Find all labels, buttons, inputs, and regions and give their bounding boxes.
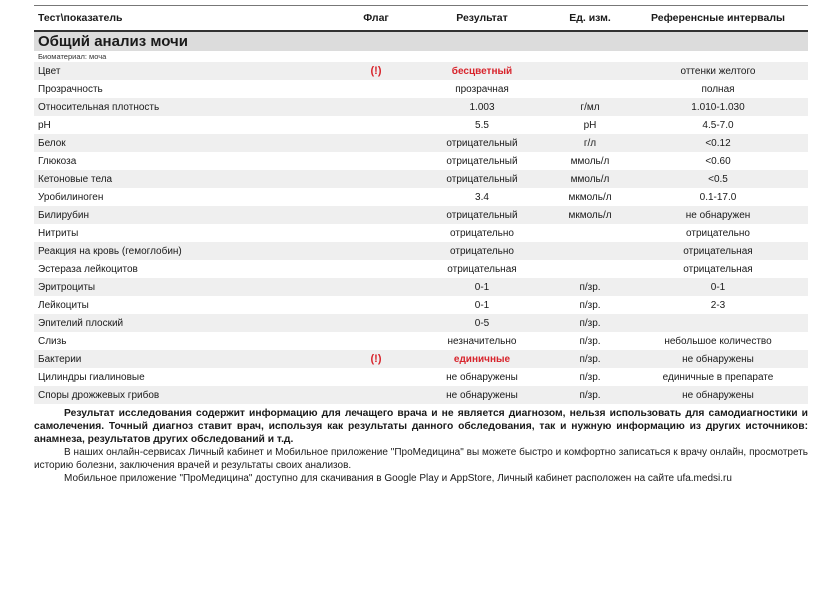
result-cell: отрицательно bbox=[450, 227, 514, 239]
flag-cell bbox=[340, 278, 412, 296]
header-unit: Ед. изм. bbox=[552, 6, 628, 31]
result-cell: отрицательный bbox=[412, 134, 552, 152]
flag-cell bbox=[340, 260, 412, 278]
report-notes bbox=[34, 407, 808, 485]
flag-cell bbox=[340, 188, 412, 206]
flag-cell bbox=[340, 170, 412, 188]
unit-cell: мкмоль/л bbox=[552, 206, 628, 224]
table-row bbox=[34, 188, 808, 206]
table-row bbox=[34, 80, 808, 98]
test-name-cell: Цвет bbox=[34, 62, 340, 80]
reference-cell: <0.60 bbox=[705, 155, 731, 167]
flag-cell bbox=[340, 152, 412, 170]
abnormal-flag-icon: (!) bbox=[370, 353, 382, 365]
unit-cell: п/зр. bbox=[579, 335, 601, 347]
test-name-cell: Реакция на кровь (гемоглобин) bbox=[34, 242, 340, 260]
flag-cell bbox=[340, 386, 412, 404]
mobile-app-text: Мобильное приложение "ПроМедицина" доступно для скачивания в Google Play и AppStore, Личный кабинет расположен на сайте ufa.medsi.ru bbox=[64, 473, 732, 484]
flag-cell bbox=[340, 80, 412, 98]
table-row bbox=[34, 368, 808, 386]
reference-cell: единичные в препарате bbox=[662, 371, 774, 383]
reference-cell: отрицательная bbox=[683, 263, 753, 275]
table-row bbox=[34, 152, 808, 170]
reference-cell: оттенки желтого bbox=[628, 62, 808, 80]
test-name-cell: Белок bbox=[34, 134, 340, 152]
test-name-cell: Относительная плотность bbox=[34, 98, 340, 116]
test-name-cell: Прозрачность bbox=[38, 83, 103, 95]
test-name-cell: Эпителий плоский bbox=[34, 314, 340, 332]
flag-cell bbox=[340, 314, 412, 332]
header-flag: Флаг bbox=[340, 6, 412, 31]
abnormal-flag-icon: (!) bbox=[370, 65, 382, 77]
online-services-text: В наших онлайн-сервисах Личный кабинет и Мобильное приложение "ПроМедицина" вы можете быстро и комфортно записаться к врачу онлайн, просмотреть историю болезни, заключения врачей и результаты своих анализов. bbox=[34, 447, 808, 471]
test-name-cell: Споры дрожжевых грибов bbox=[34, 386, 340, 404]
table-row bbox=[34, 242, 808, 260]
results-table bbox=[34, 6, 808, 404]
unit-cell: г/л bbox=[552, 134, 628, 152]
table-row bbox=[34, 170, 808, 188]
unit-cell bbox=[552, 224, 628, 242]
flag-cell bbox=[340, 242, 412, 260]
test-name-cell: Кетоновые тела bbox=[34, 170, 340, 188]
flag-cell bbox=[340, 116, 412, 134]
result-cell: незначительно bbox=[447, 335, 517, 347]
header-reference: Референсные интервалы bbox=[628, 6, 808, 31]
reference-cell: 0-1 bbox=[628, 278, 808, 296]
material-row bbox=[34, 51, 808, 62]
unit-cell: п/зр. bbox=[579, 299, 601, 311]
result-cell: отрицательный bbox=[412, 170, 552, 188]
abnormal-result: бесцветный bbox=[451, 65, 513, 77]
reference-cell: 4.5-7.0 bbox=[702, 119, 734, 131]
result-cell: 5.5 bbox=[475, 119, 489, 131]
table-row bbox=[34, 350, 808, 368]
unit-cell: pH bbox=[583, 119, 597, 131]
flag-cell bbox=[340, 62, 412, 80]
test-name-cell: Слизь bbox=[38, 335, 67, 347]
reference-cell: 2-3 bbox=[710, 299, 726, 311]
table-row bbox=[34, 314, 808, 332]
disclaimer-text: Результат исследования содержит информацию для лечащего врача и не является диагнозом, нельзя использовать для самодиагностики и самолечения. Точный диагноз ставит врач, используя как результаты данного обследования, так и нужную информацию из других источников: анамнеза, результатов других обследований и т.д. bbox=[34, 408, 808, 445]
test-name-cell: Глюкоза bbox=[38, 155, 77, 167]
test-name-cell: Цилиндры гиалиновые bbox=[38, 371, 145, 383]
material-label: Биоматериал: моча bbox=[38, 52, 107, 61]
table-row bbox=[34, 98, 808, 116]
unit-cell bbox=[552, 260, 628, 278]
abnormal-result: единичные bbox=[453, 353, 511, 365]
result-cell: 0-1 bbox=[412, 278, 552, 296]
result-cell: прозрачная bbox=[455, 83, 509, 95]
unit-cell bbox=[552, 242, 628, 260]
table-row bbox=[34, 116, 808, 134]
reference-cell bbox=[628, 314, 808, 332]
section-title: Общий анализ мочи bbox=[34, 31, 808, 51]
flag-cell bbox=[340, 134, 412, 152]
reference-cell: отрицательная bbox=[628, 242, 808, 260]
result-cell: 0-1 bbox=[474, 299, 490, 311]
reference-cell: <0.5 bbox=[628, 170, 808, 188]
test-name-cell: Лейкоциты bbox=[38, 299, 89, 311]
test-name-cell: Эстераза лейкоцитов bbox=[38, 263, 138, 275]
unit-cell: п/зр. bbox=[552, 350, 628, 368]
table-row bbox=[34, 260, 808, 278]
result-cell bbox=[412, 350, 552, 368]
table-row bbox=[34, 296, 808, 314]
reference-cell: 1.010-1.030 bbox=[628, 98, 808, 116]
table-row bbox=[34, 62, 808, 80]
test-name-cell: Уробилиноген bbox=[38, 191, 104, 203]
unit-cell: п/зр. bbox=[552, 386, 628, 404]
result-cell: 1.003 bbox=[412, 98, 552, 116]
result-cell: отрицательный bbox=[446, 155, 518, 167]
test-name-cell: Нитриты bbox=[38, 227, 79, 239]
unit-cell: п/зр. bbox=[552, 314, 628, 332]
reference-cell: небольшое количество bbox=[664, 335, 772, 347]
unit-cell: ммоль/л bbox=[570, 155, 610, 167]
header-result: Результат bbox=[412, 6, 552, 31]
result-cell: отрицательно bbox=[412, 242, 552, 260]
table-row bbox=[34, 332, 808, 350]
unit-cell bbox=[552, 80, 628, 98]
result-cell: отрицательная bbox=[447, 263, 517, 275]
table-row bbox=[34, 224, 808, 242]
result-cell: не обнаружены bbox=[412, 386, 552, 404]
flag-cell bbox=[340, 350, 412, 368]
result-cell: отрицательный bbox=[412, 206, 552, 224]
flag-cell bbox=[340, 332, 412, 350]
reference-cell: не обнаружены bbox=[628, 386, 808, 404]
result-cell: 0-5 bbox=[412, 314, 552, 332]
test-name-cell: Билирубин bbox=[34, 206, 340, 224]
unit-cell: мкмоль/л bbox=[568, 191, 612, 203]
reference-cell: <0.12 bbox=[628, 134, 808, 152]
result-cell bbox=[412, 62, 552, 80]
reference-cell: полная bbox=[701, 83, 735, 95]
reference-cell: не обнаружен bbox=[628, 206, 808, 224]
lab-report bbox=[34, 0, 808, 485]
flag-cell bbox=[340, 224, 412, 242]
result-cell: не обнаружены bbox=[446, 371, 518, 383]
reference-cell: 0.1-17.0 bbox=[699, 191, 737, 203]
flag-cell bbox=[340, 368, 412, 386]
test-name-cell: Эритроциты bbox=[34, 278, 340, 296]
table-row bbox=[34, 386, 808, 404]
result-cell: 3.4 bbox=[475, 191, 489, 203]
unit-cell: г/мл bbox=[552, 98, 628, 116]
unit-cell: ммоль/л bbox=[552, 170, 628, 188]
table-row bbox=[34, 278, 808, 296]
reference-cell: отрицательно bbox=[686, 227, 750, 239]
table-header bbox=[34, 6, 808, 31]
section-header bbox=[34, 31, 808, 51]
reference-cell: не обнаружены bbox=[628, 350, 808, 368]
unit-cell bbox=[552, 62, 628, 80]
flag-cell bbox=[340, 296, 412, 314]
flag-cell bbox=[340, 98, 412, 116]
unit-cell: п/зр. bbox=[579, 371, 601, 383]
table-row bbox=[34, 134, 808, 152]
flag-cell bbox=[340, 206, 412, 224]
unit-cell: п/зр. bbox=[552, 278, 628, 296]
test-name-cell: pH bbox=[38, 119, 51, 131]
test-name-cell: Бактерии bbox=[34, 350, 340, 368]
table-row bbox=[34, 206, 808, 224]
header-test: Тест\показатель bbox=[34, 6, 340, 31]
